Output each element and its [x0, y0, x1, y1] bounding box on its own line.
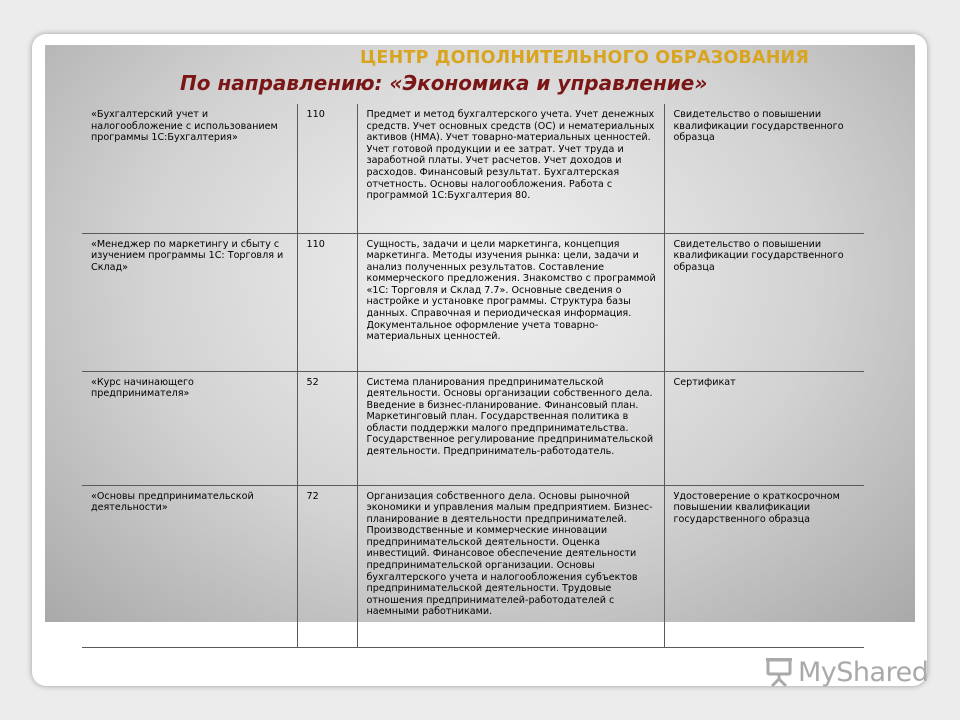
course-table [82, 104, 864, 648]
course-content: Организация собственного дела. Основы рыночной экономики и управления малым предприятием. Бизнес-планирование в деятельности предпринимателей. Производственные и коммерческие инновации предпринимательской деятельности. Оценка инвестиций. Финансовое обеспечение деятельности предпринимательской организации. Основы бухгалтерского учета и налогообложения субъектов предпринимательской деятельности. Трудовые отношения предпринимателей-работодателей с наемными работниками. [357, 485, 664, 647]
course-hours: 110 [297, 233, 357, 371]
course-hours: 110 [297, 104, 357, 233]
course-name: «Менеджер по маркетингу и сбыту с изучением программы 1С: Торговля и Склад» [82, 233, 297, 371]
course-name: «Основы предпринимательской деятельности» [82, 485, 297, 647]
course-certificate: Свидетельство о повышении квалификации государственного образца [664, 104, 864, 233]
table-row [82, 371, 864, 485]
center-title: ЦЕНТР ДОПОЛНИТЕЛЬНОГО ОБРАЗОВАНИЯ [360, 48, 810, 68]
course-content: Предмет и метод бухгалтерского учета. Учет денежных средств. Учет основных средств (ОС) и нематериальных активов (НМА). Учет товарно-материальных ценностей. Учет готовой продукции и ее затрат. Учет труда и заработной платы. Учет расчетов. Учет доходов и расходов. Финансовый результат. Бухгалтерская отчетность. Основы налогообложения. Работа с программой 1С:Бухгалтерия 80. [357, 104, 664, 233]
table-row [82, 233, 864, 371]
course-hours: 52 [297, 371, 357, 485]
course-certificate: Сертификат [664, 371, 864, 485]
direction-subtitle: По направлению: «Экономика и управление» [180, 71, 708, 95]
course-hours: 72 [297, 485, 357, 647]
course-name: «Бухгалтерский учет и налогообложение с использованием программы 1С:Бухгалтерия» [82, 104, 297, 233]
course-content: Сущность, задачи и цели маркетинга, концепция маркетинга. Методы изучения рынка: цели, задачи и анализ полученных результатов. Составление коммерческого предложения. Знакомство с программой «1С: Торговля и Склад 7.7». Основные сведения о настройке и установке программы. Структура базы данных. Справочная и периодическая информация. Документальное оформление учета товарно-материальных ценностей. [357, 233, 664, 371]
presentation-icon [764, 657, 794, 687]
course-certificate: Удостоверение о краткосрочном повышении квалификации государственного образца [664, 485, 864, 647]
table-row [82, 485, 864, 647]
course-certificate: Свидетельство о повышении квалификации государственного образца [664, 233, 864, 371]
table-row [82, 104, 864, 233]
watermark-text: MyShared [798, 656, 929, 688]
course-content: Система планирования предпринимательской деятельности. Основы организации собственного дела. Введение в бизнес-планирование. Финансовый план. Маркетинговый план. Государственная политика в области поддержки малого предпринимательства. Государственное регулирование предпринимательской деятельности. Предприниматель-работодатель. [357, 371, 664, 485]
watermark-logo [764, 652, 934, 692]
course-name: «Курс начинающего предпринимателя» [82, 371, 297, 485]
